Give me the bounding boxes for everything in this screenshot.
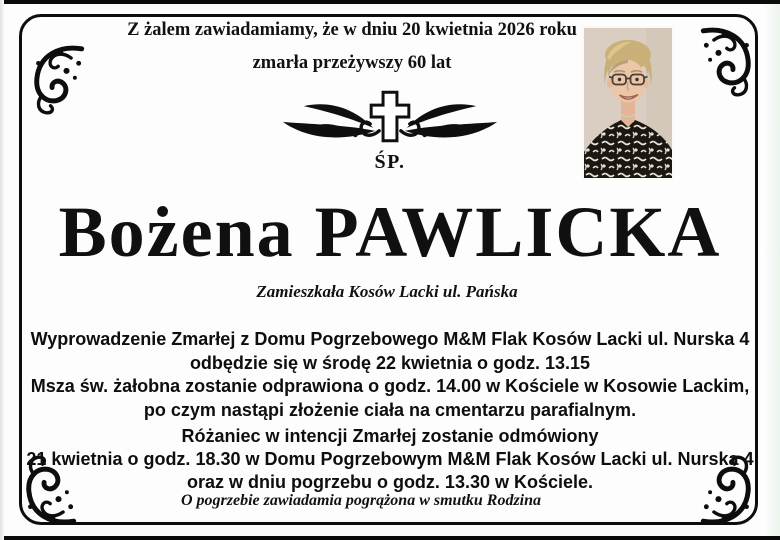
- photo-edge-bottom-bar: [0, 536, 780, 540]
- cross-icon: [276, 87, 504, 145]
- rosary-line-2: 21 kwietnia o godz. 18.30 w Domu Pogrzebowym M&M Flak Kosów Lacki ul. Nurska 4: [26, 449, 754, 469]
- rosary-line-1: Różaniec w intencji Zmarłej zostanie odmówiony: [181, 426, 599, 446]
- rosary-details: [10, 425, 770, 494]
- funeral-line-1: Wyprowadzenie Zmarłej z Domu Pogrzebowego M&M Flak Kosów Lacki ul. Nurska 4: [30, 329, 750, 349]
- portrait-photo-icon: [584, 28, 672, 178]
- intro-line-1: Z żalem zawiadamiamy, że w dniu 20 kwietnia 2026 roku: [127, 20, 577, 40]
- photo-edge-top-bar: [0, 0, 780, 4]
- deceased-name: Bożena PAWLICKA: [58, 192, 722, 272]
- sp-abbreviation: ŚP.: [374, 151, 406, 173]
- funeral-details: [10, 328, 770, 422]
- closing-line: O pogrzebie zawiadamia pogrążona w smutku Rodzina: [180, 492, 542, 509]
- funeral-line-2: odbędzie się w środę 22 kwietnia o godz. 13.15: [189, 352, 591, 373]
- photo-edge-left-strip: [0, 0, 4, 540]
- funeral-line-4: po czym nastąpi złożenie ciała na cmentarzu parafialnym.: [143, 399, 637, 420]
- portrait-photo: [584, 28, 672, 178]
- cross-ornament: [276, 87, 504, 145]
- rosary-line-3: oraz w dniu pogrzebu o godz. 13.30 w Kościele.: [186, 472, 594, 492]
- residence-line: Zamieszkała Kosów Lacki ul. Pańska: [256, 282, 518, 301]
- corner-flourish-icon: [682, 24, 758, 100]
- intro-line-2: zmarła przeżywszy 60 lat: [252, 53, 452, 73]
- funeral-line-3: Msza św. żałobna zostanie odprawiona o godz. 14.00 w Kościele w Kosowie Lackim,: [30, 376, 750, 396]
